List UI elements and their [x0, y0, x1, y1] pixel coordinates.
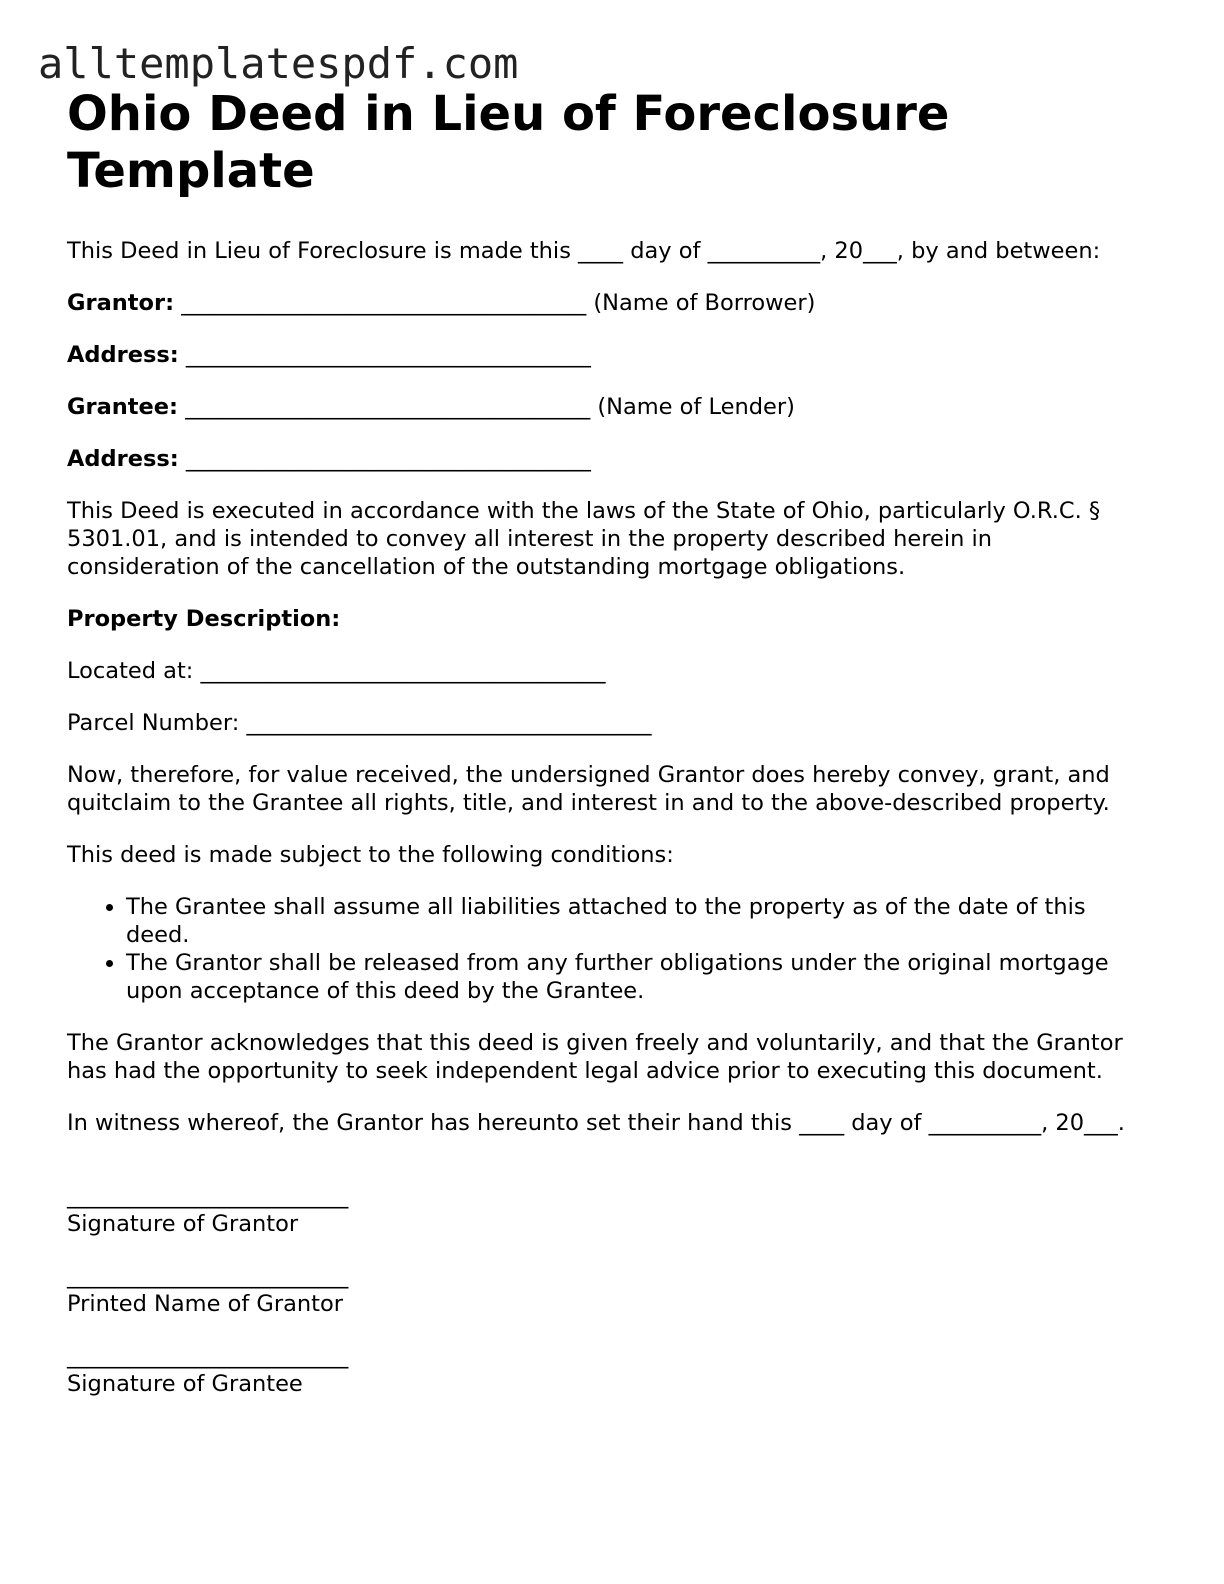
signature-block — [67, 1182, 1147, 1398]
grantee-field — [67, 393, 1147, 421]
document-body — [67, 86, 1147, 1398]
grantee-address-field — [67, 445, 1147, 473]
conditions-list — [67, 893, 1147, 1005]
property-description-heading: Property Description: — [67, 606, 341, 632]
parcel-number-field: Parcel Number: ____________________________________ — [67, 710, 652, 736]
grantor-field — [67, 289, 1147, 317]
acknowledgment-paragraph: The Grantor acknowledges that this deed is given freely and voluntarily, and that the Grantor has had the opportunity to seek independent legal advice prior to executing this document. — [67, 1030, 1123, 1084]
signature-label: Signature of Grantor — [67, 1211, 299, 1237]
located-at-field: Located at: ____________________________________ — [67, 658, 606, 684]
grantee-signature — [67, 1342, 1147, 1398]
grantee-address-label: Address: — [67, 446, 179, 472]
grantor-signature — [67, 1182, 1147, 1238]
grantee-label: Grantee: — [67, 394, 179, 420]
document-title: Ohio Deed in Lieu of Foreclosure Template — [67, 86, 950, 199]
signature-line: _________________________ — [67, 1183, 349, 1209]
signature-label: Signature of Grantee — [67, 1371, 303, 1397]
signature-line: _________________________ — [67, 1263, 349, 1289]
grantor-printed-name — [67, 1262, 1147, 1318]
grantee-address-blank: ____________________________________ — [185, 446, 591, 472]
grantor-note: (Name of Borrower) — [593, 290, 816, 316]
conditions-intro: This deed is made subject to the following conditions: — [67, 842, 674, 868]
signature-line: _________________________ — [67, 1343, 349, 1369]
grantor-label: Grantor: — [67, 290, 175, 316]
signature-label: Printed Name of Grantor — [67, 1291, 343, 1317]
grantor-blank: ____________________________________ — [181, 290, 587, 316]
condition-item: • The Grantor shall be released from any further obligations under the original mortgage upon acceptance of this deed by the Grantee. — [126, 949, 1147, 1005]
watermark: alltemplatespdf.com — [38, 39, 519, 88]
intro-paragraph: This Deed in Lieu of Foreclosure is made this ____ day of __________, 20___, by and between: — [67, 238, 1101, 264]
execution-paragraph: This Deed is executed in accordance with the laws of the State of Ohio, particularly O.R.C. § 5301.01, and is intended to convey all interest in the property described herein in consideration of the cancellation of the outstanding mortgage obligations. — [67, 498, 1101, 580]
grantor-address-label: Address: — [67, 342, 179, 368]
conveyance-paragraph: Now, therefore, for value received, the undersigned Grantor does hereby convey, grant, and quitclaim to the Grantee all rights, title, and interest in and to the above-described property. — [67, 762, 1110, 816]
condition-item: • The Grantee shall assume all liabilities attached to the property as of the date of this deed. — [126, 893, 1147, 949]
grantor-address-blank: ____________________________________ — [185, 342, 591, 368]
grantor-address-field — [67, 341, 1147, 369]
grantee-blank: ____________________________________ — [185, 394, 591, 420]
witness-paragraph: In witness whereof, the Grantor has hereunto set their hand this ____ day of __________, 20___. — [67, 1110, 1125, 1136]
grantee-note: (Name of Lender) — [597, 394, 795, 420]
